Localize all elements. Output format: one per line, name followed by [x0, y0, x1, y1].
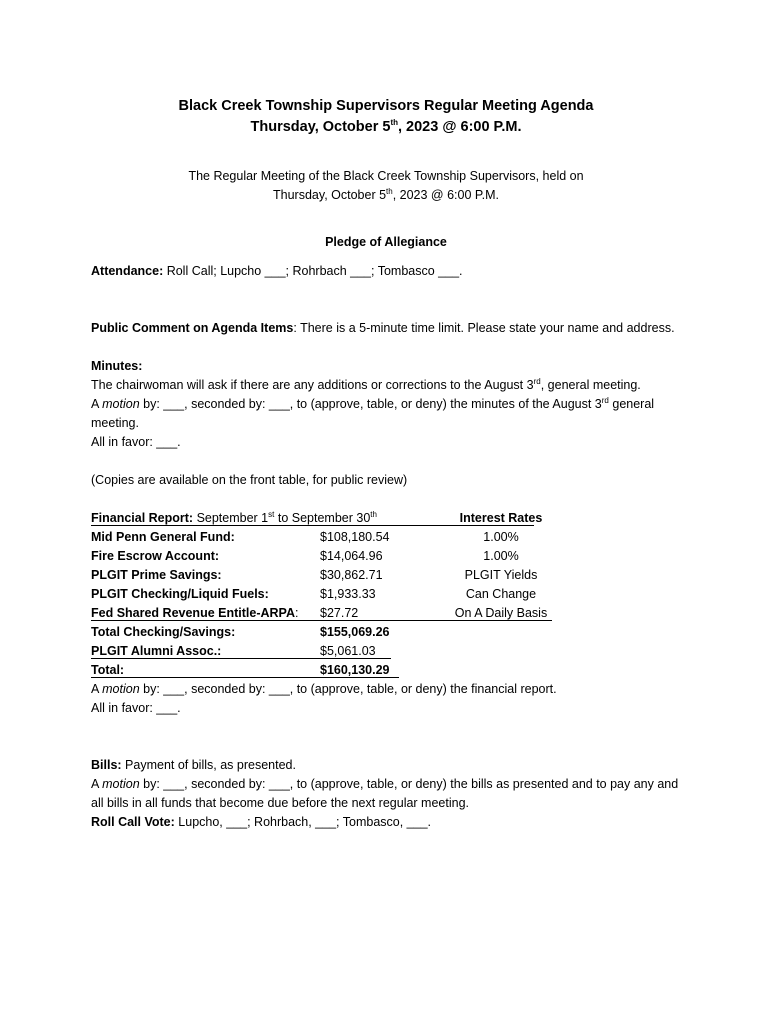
copies-note: (Copies are available on the front table, for public review) [91, 473, 408, 487]
minutes-heading: Minutes: [91, 359, 143, 373]
financial-header-row [91, 509, 681, 528]
total-checking-row [91, 623, 681, 642]
account-rate: Can Change [465, 587, 537, 601]
attendance-text: Roll Call; Lupcho ___; Rohrbach ___; Tombasco ___. [163, 264, 463, 278]
roll-call-label: Roll Call Vote: [91, 815, 175, 829]
roll-call-text: Lupcho, ___; Rohrbach, ___; Tombasco, ___. [174, 815, 432, 829]
financial-label: Financial Report: [91, 511, 194, 525]
account-rate: 1.00% [483, 530, 519, 544]
title-date-rest: , 2023 @ 6:00 P.M. [398, 119, 522, 135]
minutes-motion-rest: general meeting. [91, 397, 655, 430]
alumni-underline [91, 658, 391, 659]
minutes-motion [91, 395, 681, 433]
account-rate: PLGIT Yields [464, 568, 538, 582]
intro-line-1: The Regular Meeting of the Black Creek Township Supervisors, held on [188, 169, 584, 183]
motion-word: motion [102, 777, 140, 791]
pledge-heading: Pledge of Allegiance [325, 235, 447, 249]
minutes-motion-suffix: rd [601, 395, 609, 405]
bills-section [91, 756, 681, 832]
account-amount: $1,933.33 [320, 587, 376, 601]
total-checking-label: Total Checking/Savings: [91, 625, 236, 639]
arpa-colon: : [294, 606, 299, 620]
motion-article: A [91, 397, 103, 411]
account-amount: $14,064.96 [320, 549, 383, 563]
alumni-label: PLGIT Alumni Assoc.: [91, 644, 222, 658]
intro-date-rest: , 2023 @ 6:00 P.M. [392, 188, 499, 202]
intro-paragraph [91, 167, 681, 205]
motion-word: motion [102, 682, 140, 696]
account-rate: On A Daily Basis [454, 606, 548, 620]
financial-motion [91, 680, 681, 699]
account-amount: $108,180.54 [320, 530, 390, 544]
minutes-intro-text: The chairwoman will ask if there are any additions or corrections to the August 3 [91, 378, 534, 392]
interest-rates-header: Interest Rates [459, 511, 543, 525]
intro-line-2 [91, 186, 681, 205]
account-amount: $30,862.71 [320, 568, 383, 582]
account-rate: 1.00% [483, 549, 519, 563]
intro-date-suffix: th [386, 186, 393, 196]
account-row [91, 585, 681, 604]
period-end: to September 30 [274, 511, 371, 525]
motion-word: motion [102, 397, 140, 411]
financial-report-table [91, 509, 681, 680]
minutes-section [91, 357, 681, 452]
public-comment-text: : There is a 5-minute time limit. Please state your name and address. [293, 321, 675, 335]
account-name: PLGIT Checking/Liquid Fuels: [91, 587, 269, 601]
financial-all-in-favor: All in favor: ___. [91, 701, 181, 715]
account-row [91, 566, 681, 585]
account-name: Mid Penn General Fund: [91, 530, 235, 544]
financial-motion-text: by: ___, seconded by: ___, to (approve, table, or deny) the financial report. [139, 682, 557, 696]
attendance-line [91, 262, 681, 281]
bills-motion-text: by: ___, seconded by: ___, to (approve, table, or deny) the bills as presented and to pay any and all bills in all funds that become due before the next regular meeting. [91, 777, 679, 810]
bills-label: Bills: [91, 758, 122, 772]
total-amount: $160,130.29 [320, 663, 390, 677]
bills-motion [91, 775, 681, 813]
minutes-all-in-favor: All in favor: ___. [91, 435, 181, 449]
account-row [91, 528, 681, 547]
title-line-2 [91, 117, 681, 138]
minutes-intro [91, 376, 681, 395]
roll-call-vote [91, 813, 681, 832]
document-title [91, 96, 681, 138]
minutes-motion-text: by: ___, seconded by: ___, to (approve, table, or deny) the minutes of the August 3 [139, 397, 602, 411]
motion-article: A [91, 777, 103, 791]
account-name: PLGIT Prime Savings: [91, 568, 222, 582]
public-comment-paragraph [91, 319, 681, 338]
motion-article: A [91, 682, 103, 696]
attendance-label: Attendance: [91, 264, 164, 278]
period-start: September 1 [193, 511, 269, 525]
period-end-suffix: th [370, 509, 377, 519]
arpa-underline [91, 620, 552, 621]
bills-line [91, 756, 681, 775]
minutes-intro-rest: , general meeting. [540, 378, 641, 392]
intro-date: Thursday, October 5 [273, 188, 387, 202]
header-underline [91, 525, 534, 526]
total-underline [91, 677, 399, 678]
public-comment-label: Public Comment on Agenda Items [91, 321, 294, 335]
agenda-document [91, 96, 681, 832]
total-label: Total: [91, 663, 125, 677]
title-date-suffix: th [390, 118, 398, 128]
total-checking-amount: $155,069.26 [320, 625, 390, 639]
account-row [91, 547, 681, 566]
title-date: Thursday, October 5 [250, 119, 391, 135]
bills-text: Payment of bills, as presented. [121, 758, 296, 772]
title-line-1: Black Creek Township Supervisors Regular Meeting Agenda [178, 98, 594, 114]
account-name: Fire Escrow Account: [91, 549, 220, 563]
alumni-row [91, 642, 681, 661]
total-row [91, 661, 681, 680]
account-row [91, 604, 681, 623]
period-start-suffix: st [268, 509, 275, 519]
minutes-intro-suffix: rd [533, 376, 541, 386]
account-amount: $27.72 [320, 606, 359, 620]
alumni-amount: $5,061.03 [320, 644, 376, 658]
arpa-name: Fed Shared Revenue Entitle-ARPA [91, 606, 295, 620]
